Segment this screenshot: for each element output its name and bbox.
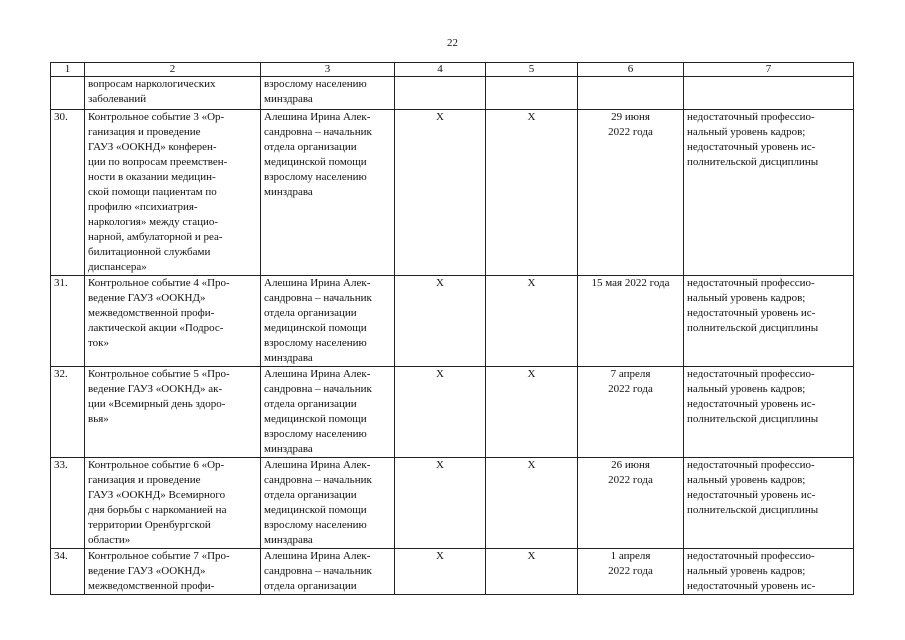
column4-cell: Х — [395, 458, 486, 549]
risk-cell: недостаточный профессио- нальный уровень кадров; недостаточный уровень ис- полнительской дисциплины — [684, 367, 854, 458]
risk-cell: недостаточный профессио- нальный уровень кадров; недостаточный уровень ис- полнительской дисциплины — [684, 458, 854, 549]
column4-cell: Х — [395, 367, 486, 458]
column-number-cell: 3 — [261, 63, 395, 77]
date-cell: 15 мая 2022 года — [578, 276, 684, 367]
column-number-cell: 2 — [85, 63, 261, 77]
event-cell: Контрольное событие 7 «Про- ведение ГАУЗ «ООКНД» межведомственной профи- — [85, 549, 261, 595]
row-number-cell — [51, 77, 85, 110]
column5-cell: Х — [486, 367, 578, 458]
column-number-cell: 4 — [395, 63, 486, 77]
control-events-table — [50, 62, 854, 595]
column4-cell: Х — [395, 110, 486, 276]
risk-cell — [684, 77, 854, 110]
column5-cell — [486, 77, 578, 110]
date-cell: 1 апреля 2022 года — [578, 549, 684, 595]
table-row — [51, 549, 854, 595]
row-number-cell: 34. — [51, 549, 85, 595]
column4-cell: Х — [395, 276, 486, 367]
table-row — [51, 110, 854, 276]
column4-cell: Х — [395, 549, 486, 595]
date-cell: 26 июня 2022 года — [578, 458, 684, 549]
column-number-cell: 7 — [684, 63, 854, 77]
continuation-row — [51, 77, 854, 110]
responsible-cell: Алешина Ирина Алек- сандровна – начальник отдела организации медицинской помощи взрослому населению минздрава — [261, 110, 395, 276]
column4-cell — [395, 77, 486, 110]
column-number-row — [51, 63, 854, 77]
responsible-cell: Алешина Ирина Алек- сандровна – начальник отдела организации медицинской помощи взрослому населению минздрава — [261, 458, 395, 549]
risk-cell: недостаточный профессио- нальный уровень кадров; недостаточный уровень ис- — [684, 549, 854, 595]
column-number-cell: 1 — [51, 63, 85, 77]
column5-cell: Х — [486, 549, 578, 595]
responsible-cell: Алешина Ирина Алек- сандровна – начальник отдела организации — [261, 549, 395, 595]
column5-cell: Х — [486, 276, 578, 367]
column5-cell: Х — [486, 458, 578, 549]
event-cell: вопросам наркологических заболеваний — [85, 77, 261, 110]
page-number: 22 — [447, 37, 458, 49]
risk-cell: недостаточный профессио- нальный уровень кадров; недостаточный уровень ис- полнительской дисциплины — [684, 110, 854, 276]
responsible-cell: Алешина Ирина Алек- сандровна – начальник отдела организации медицинской помощи взрослому населению минздрава — [261, 276, 395, 367]
column-number-cell: 5 — [486, 63, 578, 77]
column5-cell: Х — [486, 110, 578, 276]
table-row — [51, 276, 854, 367]
column-number-cell: 6 — [578, 63, 684, 77]
event-cell: Контрольное событие 6 «Ор- ганизация и проведение ГАУЗ «ООКНД» Всемирного дня борьбы с наркоманией на территории Оренбургской области» — [85, 458, 261, 549]
row-number-cell: 33. — [51, 458, 85, 549]
date-cell: 29 июня 2022 года — [578, 110, 684, 276]
table-row — [51, 367, 854, 458]
date-cell: 7 апреля 2022 года — [578, 367, 684, 458]
row-number-cell: 31. — [51, 276, 85, 367]
event-cell: Контрольное событие 3 «Ор- ганизация и проведение ГАУЗ «ООКНД» конферен- ции по вопросам преемствен- ности в оказании медицин- ской помощи пациентам по профилю «психиатрия- наркология» между стацио- нарной, амбулаторной и реа- билитационной службами диспансера» — [85, 110, 261, 276]
row-number-cell: 30. — [51, 110, 85, 276]
responsible-cell: Алешина Ирина Алек- сандровна – начальник отдела организации медицинской помощи взрослому населению минздрава — [261, 367, 395, 458]
risk-cell: недостаточный профессио- нальный уровень кадров; недостаточный уровень ис- полнительской дисциплины — [684, 276, 854, 367]
event-cell: Контрольное событие 5 «Про- ведение ГАУЗ «ООКНД» ак- ции «Всемирный день здоро- вья» — [85, 367, 261, 458]
table-row — [51, 458, 854, 549]
responsible-cell: взрослому населению минздрава — [261, 77, 395, 110]
row-number-cell: 32. — [51, 367, 85, 458]
date-cell — [578, 77, 684, 110]
event-cell: Контрольное событие 4 «Про- ведение ГАУЗ «ООКНД» межведомственной профи- лактической акции «Подрос- ток» — [85, 276, 261, 367]
